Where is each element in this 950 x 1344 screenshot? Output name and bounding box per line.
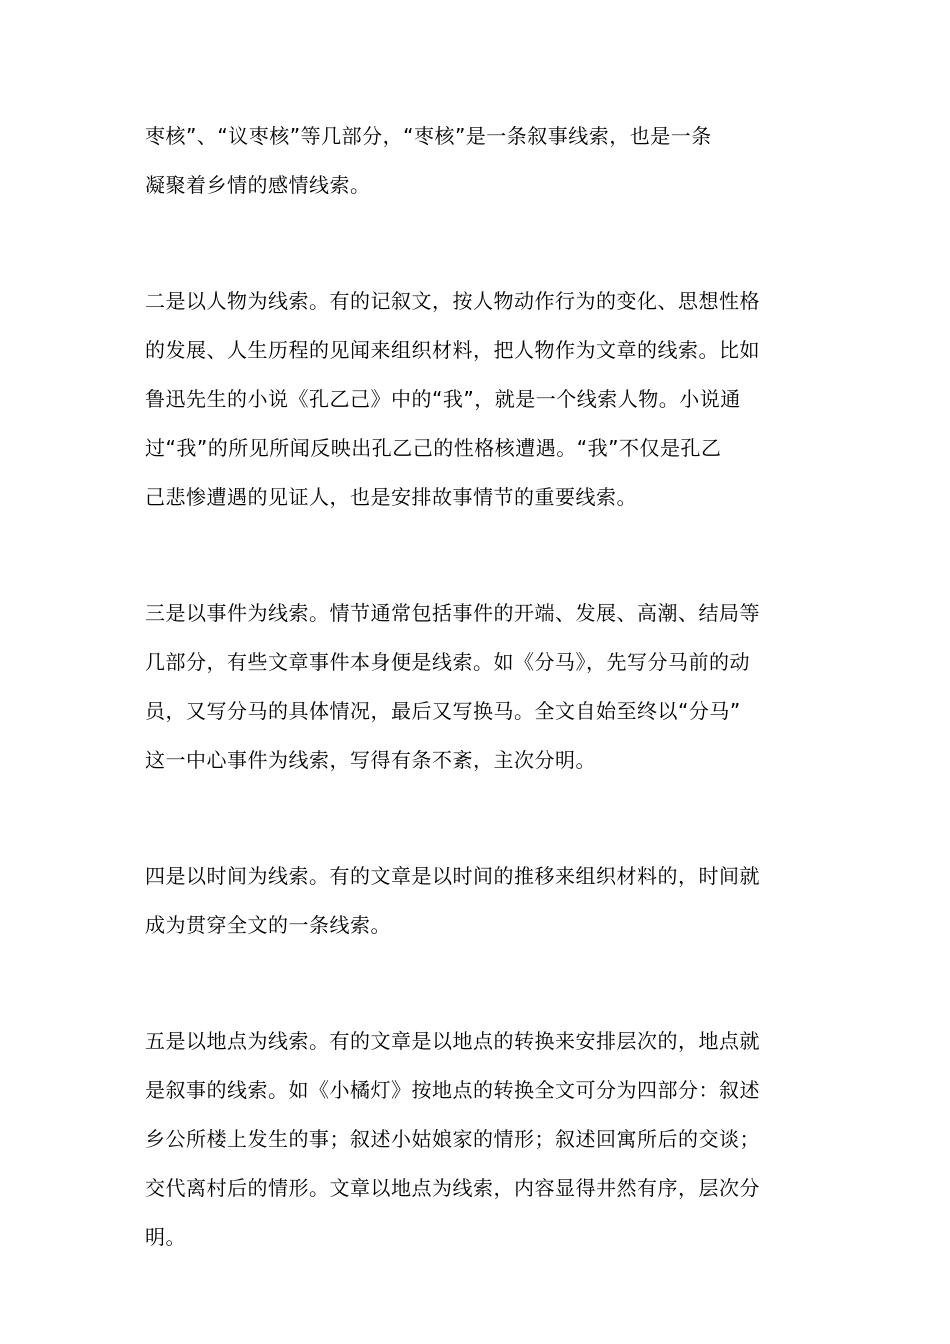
text-line: 过“我”的所见所闻反映出孔乙己的性格核遭遇。“我”不仅是孔乙 [145,436,722,460]
text-line: 乡公所楼上发生的事；叙述小姑娘家的情形；叙述回寓所后的交谈； [145,1127,760,1151]
text-line: 这一中心事件为线索，写得有条不紊，主次分明。 [145,748,596,772]
paragraph-1 [145,112,815,210]
paragraph-2 [145,277,815,522]
text-line: 鲁迅先生的小说《孔乙己》中的“我”，就是一个线索人物。小说通 [145,387,741,411]
text-line: 己悲惨遭遇的见证人，也是安排故事情节的重要线索。 [145,485,637,509]
text-line: 二是以人物为线索。有的记叙文，按人物动作行为的变化、思想性格 [145,289,760,313]
paragraph-4 [145,852,815,950]
paragraph-5 [145,1017,815,1262]
text-line: 凝聚着乡情的感情线索。 [145,173,371,197]
text-line: 交代离村后的情形。文章以地点为线索，内容显得井然有序，层次分 [145,1176,760,1200]
text-line: 成为贯穿全文的一条线索。 [145,913,391,937]
document-page [145,112,815,1329]
text-line: 明。 [145,1225,186,1249]
text-line: 是叙事的线索。如《小橘灯》按地点的转换全文可分为四部分：叙述 [145,1078,760,1102]
text-line: 几部分，有些文章事件本身便是线索。如《分马》，先写分马前的动 [145,650,750,674]
text-line: 三是以事件为线索。情节通常包括事件的开端、发展、高潮、结局等 [145,601,760,625]
text-line: 五是以地点为线索。有的文章是以地点的转换来安排层次的，地点就 [145,1029,760,1053]
text-line: 枣核”、“议枣核”等几部分，“枣核”是一条叙事线索，也是一条 [145,124,712,148]
text-line: 的发展、人生历程的见闻来组织材料，把人物作为文章的线索。比如 [145,338,760,362]
text-line: 员，又写分马的具体情况，最后又写换马。全文自始至终以“分马” [145,699,741,723]
text-line: 四是以时间为线索。有的文章是以时间的推移来组织材料的，时间就 [145,864,760,888]
paragraph-3 [145,589,815,785]
